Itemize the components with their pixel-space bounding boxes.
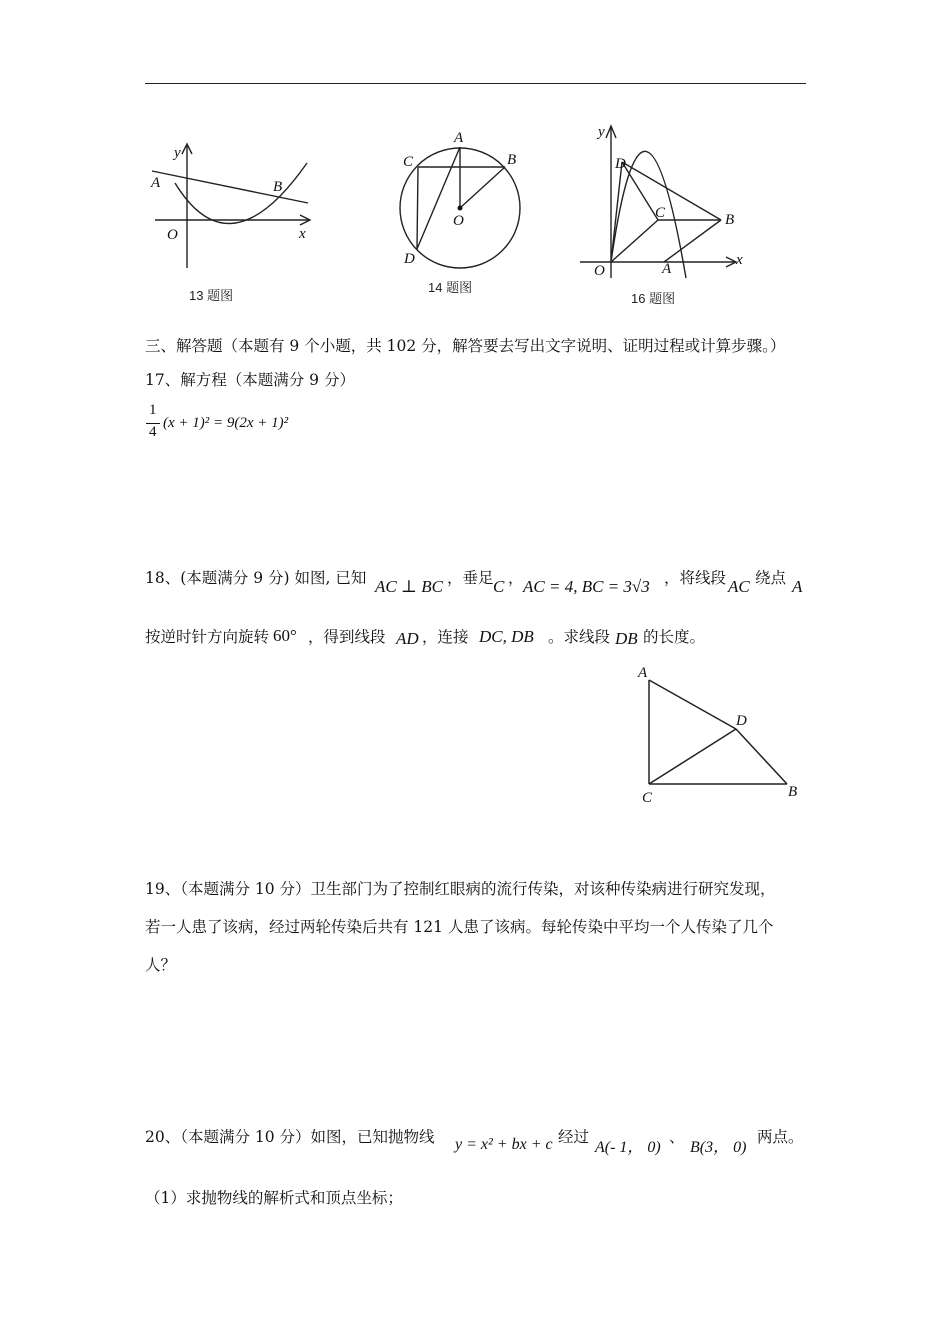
q18-l1-math-5: A bbox=[792, 577, 803, 596]
q17-equation-rest: (x + 1)² = 9(2x + 1)² bbox=[163, 415, 289, 431]
q18-l2-text-2: ，得到线段 bbox=[308, 628, 386, 646]
fig13-point-a-label: A bbox=[151, 175, 161, 191]
fig18-point-b-label: B bbox=[788, 784, 798, 800]
q18-l2-text-4: 。求线段 bbox=[548, 628, 611, 646]
fig16-point-a-label: A bbox=[662, 261, 672, 277]
fig14-point-b-label: B bbox=[507, 152, 517, 168]
q18-l2-math-4: DB bbox=[615, 629, 638, 648]
fig18-point-d-label: D bbox=[736, 713, 747, 729]
q17-frac-numerator: 1 bbox=[149, 402, 157, 418]
fig16-origin-label: O bbox=[594, 263, 605, 279]
q20-l1-math-3: B(3， 0) bbox=[690, 1139, 747, 1156]
q20-l1-text-1: 20、（本题满分 10 分）如图，已知抛物线 bbox=[145, 1128, 435, 1146]
q18-l1-text-3: ， bbox=[508, 569, 524, 587]
fig13-x-label: x bbox=[299, 226, 306, 242]
fig14-point-d-label: D bbox=[404, 251, 415, 267]
q18-l1-math-2: C bbox=[493, 577, 505, 596]
fig16-point-c-label: C bbox=[655, 205, 666, 221]
q20-subquestion-1: （1）求抛物线的解析式和顶点坐标； bbox=[145, 1189, 403, 1207]
fig18-point-c-label: C bbox=[642, 790, 653, 806]
q19-line-1: 19、（本题满分 10 分）卫生部门为了控制红眼病的流行传染，对该种传染病进行研究发现， bbox=[145, 880, 776, 898]
q19-line-2: 若一人患了该病，经过两轮传染后共有 121 人患了该病。每轮传染中平均一个人传染了几个 bbox=[145, 918, 774, 936]
q20-l1-text-3: 、 bbox=[669, 1128, 685, 1146]
figure-14-caption: 14 题图 bbox=[428, 280, 473, 295]
q17-title: 17、解方程（本题满分 9 分） bbox=[145, 371, 355, 389]
q18-l2-text-5: 的长度。 bbox=[643, 628, 706, 646]
q18-l2-math-3: DC, DB bbox=[479, 627, 534, 646]
q18-l1-text-4: ，将线段 bbox=[664, 569, 727, 587]
fig13-origin-label: O bbox=[167, 227, 178, 243]
fig14-point-a-label: A bbox=[454, 130, 464, 146]
q18-l2-math-1: 60° bbox=[273, 626, 297, 645]
q17-frac-denominator: 4 bbox=[149, 424, 157, 440]
q18-line-1 bbox=[145, 566, 815, 602]
q20-l1-text-4: 两点。 bbox=[757, 1128, 804, 1146]
fig16-point-d-label: D bbox=[615, 156, 626, 172]
q18-l1-text-1: 18、(本题满分 9 分) 如图, 已知 bbox=[145, 569, 367, 587]
fig16-x-label: x bbox=[736, 252, 743, 268]
q20-l1-math-2: A(- 1， 0) bbox=[595, 1139, 661, 1156]
q18-l2-text-1: 按逆时针方向旋转 bbox=[145, 628, 270, 646]
q18-l1-math-1: AC ⊥ BC bbox=[375, 577, 443, 596]
fig14-point-c-label: C bbox=[403, 154, 414, 170]
q18-line-2 bbox=[145, 625, 815, 655]
fig13-point-b-label: B bbox=[273, 179, 283, 195]
figure-13-caption: 13 题图 bbox=[189, 288, 234, 303]
figure-18 bbox=[630, 660, 810, 810]
q18-l1-text-2: ，垂足 bbox=[447, 569, 494, 587]
q20-line-1 bbox=[145, 1125, 815, 1161]
q18-l1-math-3: AC = 4, BC = 3√3 bbox=[523, 577, 650, 596]
figure-14 bbox=[395, 125, 535, 275]
fig16-point-b-label: B bbox=[725, 212, 735, 228]
fig14-center-o-label: O bbox=[453, 213, 464, 229]
q18-l1-math-4: AC bbox=[728, 577, 750, 596]
figure-16-caption: 16 题图 bbox=[631, 291, 676, 306]
figure-13 bbox=[145, 138, 320, 273]
q19-line-3: 人？ bbox=[145, 956, 177, 974]
q20-l1-text-2: 经过 bbox=[558, 1128, 590, 1146]
fig18-point-a-label: A bbox=[638, 665, 648, 681]
q18-l2-text-3: ，连接 bbox=[422, 628, 469, 646]
q18-l1-text-5: 绕点 bbox=[755, 569, 787, 587]
section-heading: 三、解答题（本题有 9 个小题，共 102 分，解答要去写出文字说明、证明过程或计算步骤。） bbox=[145, 337, 786, 355]
fig16-y-label: y bbox=[598, 124, 605, 140]
q20-l1-math-1: y = x² + bx + c bbox=[455, 1136, 553, 1153]
header-rule bbox=[145, 83, 806, 84]
fig13-y-label: y bbox=[174, 145, 181, 161]
figure-16 bbox=[578, 120, 753, 282]
q18-l2-math-2: AD bbox=[396, 629, 419, 648]
